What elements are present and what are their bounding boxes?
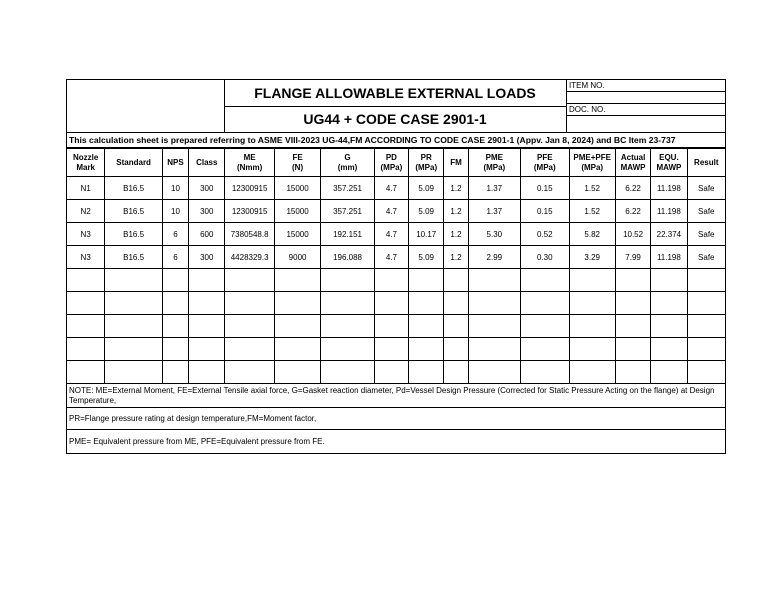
table-cell xyxy=(651,269,687,292)
table-cell xyxy=(615,315,650,338)
logo-cell xyxy=(67,80,225,132)
table-cell: 1.2 xyxy=(444,246,468,269)
table-cell: 1.52 xyxy=(569,177,615,200)
table-cell: 6.22 xyxy=(615,200,650,223)
table-cell xyxy=(444,269,468,292)
table-cell xyxy=(189,269,225,292)
column-header-unit: (N) xyxy=(292,162,304,172)
table-cell xyxy=(521,338,569,361)
table-cell: 6.22 xyxy=(615,177,650,200)
column-header xyxy=(615,149,650,177)
column-header xyxy=(105,149,163,177)
column-header-line: Class xyxy=(196,157,218,167)
item-no-label: ITEM NO. xyxy=(567,80,726,92)
table-cell xyxy=(162,292,188,315)
table-cell: N1 xyxy=(67,177,105,200)
column-header xyxy=(569,149,615,177)
table-row xyxy=(67,292,726,315)
table-row xyxy=(67,246,726,269)
table-cell: 7.99 xyxy=(615,246,650,269)
table-cell xyxy=(687,269,725,292)
table-row xyxy=(67,361,726,384)
table-cell xyxy=(374,361,408,384)
note-definitions: NOTE: ME=External Moment, FE=External Tensile axial force, G=Gasket reaction diameter, Pd=Vessel Design Pressure (Corrected for Static Pressure Acting on the flange) at Design Temperature, xyxy=(66,384,726,408)
column-header xyxy=(651,149,687,177)
item-no-value xyxy=(567,92,726,104)
table-cell xyxy=(409,338,444,361)
table-cell xyxy=(687,361,725,384)
column-header-unit: (MPa) xyxy=(581,162,604,172)
table-cell: N2 xyxy=(67,200,105,223)
table-cell: 300 xyxy=(189,200,225,223)
table-cell: Safe xyxy=(687,246,725,269)
column-header-line: PME xyxy=(485,152,503,162)
table-cell xyxy=(651,292,687,315)
table-cell: Safe xyxy=(687,177,725,200)
column-header-unit: MAWP xyxy=(656,162,682,172)
table-cell xyxy=(225,315,274,338)
table-cell xyxy=(67,361,105,384)
table-cell xyxy=(321,361,374,384)
table-header-row xyxy=(67,149,726,177)
table-cell: 4.7 xyxy=(374,223,408,246)
column-header xyxy=(225,149,274,177)
calculation-sheet xyxy=(66,79,726,454)
intro-text: This calculation sheet is prepared referring to ASME VIII-2023 UG-44,FM ACCORDING TO CODE CASE 2901-1 (Appv. Jan 8, 2024) and BC Item 23-737 xyxy=(66,132,726,148)
table-cell: 357.251 xyxy=(321,177,374,200)
column-header xyxy=(274,149,320,177)
table-cell: 4.7 xyxy=(374,200,408,223)
table-cell xyxy=(225,338,274,361)
table-cell xyxy=(468,269,520,292)
table-cell xyxy=(468,338,520,361)
loads-table xyxy=(66,148,726,384)
table-cell: 6 xyxy=(162,223,188,246)
table-cell xyxy=(321,315,374,338)
table-row xyxy=(67,223,726,246)
table-cell: 11.198 xyxy=(651,246,687,269)
column-header-line: Actual xyxy=(620,152,646,162)
column-header-unit: (MPa) xyxy=(380,162,403,172)
table-cell: 300 xyxy=(189,177,225,200)
table-cell: 5.82 xyxy=(569,223,615,246)
table-row xyxy=(67,338,726,361)
column-header-line: ME xyxy=(243,152,256,162)
column-header-line: PR xyxy=(420,152,432,162)
table-cell: 196.088 xyxy=(321,246,374,269)
table-cell xyxy=(615,361,650,384)
table-cell xyxy=(651,315,687,338)
column-header-line: PFE xyxy=(537,152,553,162)
table-cell xyxy=(444,361,468,384)
table-cell xyxy=(189,361,225,384)
table-cell: B16.5 xyxy=(105,246,163,269)
table-cell xyxy=(569,292,615,315)
table-cell: 10 xyxy=(162,200,188,223)
table-cell: B16.5 xyxy=(105,223,163,246)
table-cell: 357.251 xyxy=(321,200,374,223)
table-row xyxy=(67,269,726,292)
table-cell xyxy=(687,338,725,361)
table-cell xyxy=(687,292,725,315)
table-cell xyxy=(105,269,163,292)
table-cell: 300 xyxy=(189,246,225,269)
table-cell: 12300915 xyxy=(225,177,274,200)
column-header-line: PME+PFE xyxy=(573,152,611,162)
table-cell xyxy=(444,338,468,361)
table-cell xyxy=(569,338,615,361)
column-header-line: G xyxy=(344,152,351,162)
column-header-unit: (Nmm) xyxy=(236,162,263,172)
table-cell xyxy=(67,292,105,315)
table-cell: 1.2 xyxy=(444,223,468,246)
table-cell xyxy=(521,315,569,338)
column-header-unit: (MPa) xyxy=(483,162,506,172)
table-cell xyxy=(374,338,408,361)
table-row xyxy=(67,177,726,200)
table-cell: 5.09 xyxy=(409,200,444,223)
table-cell: 15000 xyxy=(274,177,320,200)
table-cell: 1.52 xyxy=(569,200,615,223)
table-cell: 2.99 xyxy=(468,246,520,269)
table-cell xyxy=(105,292,163,315)
column-header xyxy=(321,149,374,177)
table-cell: 11.198 xyxy=(651,200,687,223)
table-cell xyxy=(409,269,444,292)
table-cell: 5.09 xyxy=(409,177,444,200)
column-header xyxy=(521,149,569,177)
table-cell xyxy=(162,315,188,338)
table-cell: B16.5 xyxy=(105,200,163,223)
table-cell xyxy=(225,292,274,315)
table-cell xyxy=(321,269,374,292)
table-cell: 4.7 xyxy=(374,177,408,200)
table-body xyxy=(67,177,726,384)
column-header-line: Nozzle xyxy=(73,152,99,162)
column-header-line: Standard xyxy=(116,157,151,167)
table-cell: 10 xyxy=(162,177,188,200)
table-cell: 15000 xyxy=(274,223,320,246)
table-cell xyxy=(468,292,520,315)
table-cell xyxy=(162,361,188,384)
table-cell xyxy=(651,361,687,384)
table-cell xyxy=(274,269,320,292)
column-header-line: Result xyxy=(694,157,719,167)
column-header xyxy=(687,149,725,177)
table-cell xyxy=(189,315,225,338)
table-cell: 6 xyxy=(162,246,188,269)
table-cell xyxy=(374,292,408,315)
column-header-unit: (MPa) xyxy=(415,162,438,172)
table-cell: 7380548.8 xyxy=(225,223,274,246)
table-cell xyxy=(521,269,569,292)
table-cell xyxy=(569,315,615,338)
table-cell: 5.30 xyxy=(468,223,520,246)
column-header-unit: MAWP xyxy=(620,162,646,172)
table-cell xyxy=(274,361,320,384)
column-header xyxy=(409,149,444,177)
table-cell xyxy=(105,338,163,361)
table-cell: 5.09 xyxy=(409,246,444,269)
table-row xyxy=(67,315,726,338)
table-cell: 10.52 xyxy=(615,223,650,246)
table-cell xyxy=(162,269,188,292)
table-cell xyxy=(274,338,320,361)
table-cell: 9000 xyxy=(274,246,320,269)
table-cell xyxy=(189,292,225,315)
table-cell xyxy=(321,338,374,361)
note-pme-pfe: PME= Equivalent pressure from ME, PFE=Equivalent pressure from FE. xyxy=(66,430,726,454)
table-cell xyxy=(444,292,468,315)
doc-no-value xyxy=(567,116,726,132)
table-cell: 0.15 xyxy=(521,177,569,200)
table-cell xyxy=(615,269,650,292)
table-cell xyxy=(67,269,105,292)
table-cell xyxy=(615,292,650,315)
table-cell xyxy=(67,315,105,338)
table-cell: N3 xyxy=(67,246,105,269)
doc-no-label: DOC. NO. xyxy=(567,104,726,116)
table-cell: 10.17 xyxy=(409,223,444,246)
column-header-unit: (MPa) xyxy=(533,162,556,172)
table-cell xyxy=(409,315,444,338)
table-cell: 1.2 xyxy=(444,177,468,200)
table-cell xyxy=(105,315,163,338)
table-cell xyxy=(374,269,408,292)
table-cell: 12300915 xyxy=(225,200,274,223)
doc-info-block xyxy=(566,80,726,132)
table-cell xyxy=(189,338,225,361)
table-cell xyxy=(521,361,569,384)
table-cell: 0.30 xyxy=(521,246,569,269)
table-cell xyxy=(105,361,163,384)
table-cell xyxy=(67,338,105,361)
table-cell: N3 xyxy=(67,223,105,246)
note-pr-fm: PR=Flange pressure rating at design temperature,FM=Moment factor, xyxy=(66,408,726,430)
column-header-line: FM xyxy=(450,157,462,167)
column-header xyxy=(189,149,225,177)
column-header-line: PD xyxy=(385,152,397,162)
table-cell: 0.15 xyxy=(521,200,569,223)
table-cell: 11.198 xyxy=(651,177,687,200)
table-cell xyxy=(225,361,274,384)
sheet-header xyxy=(66,79,726,132)
table-cell: 600 xyxy=(189,223,225,246)
column-header xyxy=(162,149,188,177)
column-header xyxy=(444,149,468,177)
table-cell: 22.374 xyxy=(651,223,687,246)
table-cell: 1.37 xyxy=(468,200,520,223)
table-cell xyxy=(409,292,444,315)
table-cell xyxy=(468,315,520,338)
table-cell xyxy=(444,315,468,338)
column-header xyxy=(468,149,520,177)
column-header xyxy=(374,149,408,177)
table-cell: 1.37 xyxy=(468,177,520,200)
table-cell: 4428329.3 xyxy=(225,246,274,269)
table-cell xyxy=(162,338,188,361)
table-cell xyxy=(274,292,320,315)
table-cell: 0.52 xyxy=(521,223,569,246)
table-cell xyxy=(274,315,320,338)
sheet-subtitle: UG44 + CODE CASE 2901-1 xyxy=(303,111,487,127)
table-cell: 192.151 xyxy=(321,223,374,246)
table-cell xyxy=(615,338,650,361)
column-header-line: FE xyxy=(292,152,303,162)
table-cell: 15000 xyxy=(274,200,320,223)
table-cell: Safe xyxy=(687,223,725,246)
column-header-unit: Mark xyxy=(76,162,96,172)
table-cell: Safe xyxy=(687,200,725,223)
table-row xyxy=(67,200,726,223)
table-cell: 4.7 xyxy=(374,246,408,269)
table-cell xyxy=(687,315,725,338)
column-header-line: NPS xyxy=(167,157,184,167)
column-header-line: EQU. xyxy=(659,152,679,162)
table-cell: B16.5 xyxy=(105,177,163,200)
table-cell xyxy=(569,269,615,292)
sheet-title: FLANGE ALLOWABLE EXTERNAL LOADS xyxy=(224,80,566,107)
table-cell: 3.29 xyxy=(569,246,615,269)
column-header xyxy=(67,149,105,177)
table-cell xyxy=(569,361,615,384)
table-cell: 1.2 xyxy=(444,200,468,223)
table-cell xyxy=(225,269,274,292)
table-cell xyxy=(651,338,687,361)
table-cell xyxy=(409,361,444,384)
table-cell xyxy=(468,361,520,384)
table-cell xyxy=(521,292,569,315)
table-cell xyxy=(374,315,408,338)
table-cell xyxy=(321,292,374,315)
column-header-unit: (mm) xyxy=(337,162,358,172)
